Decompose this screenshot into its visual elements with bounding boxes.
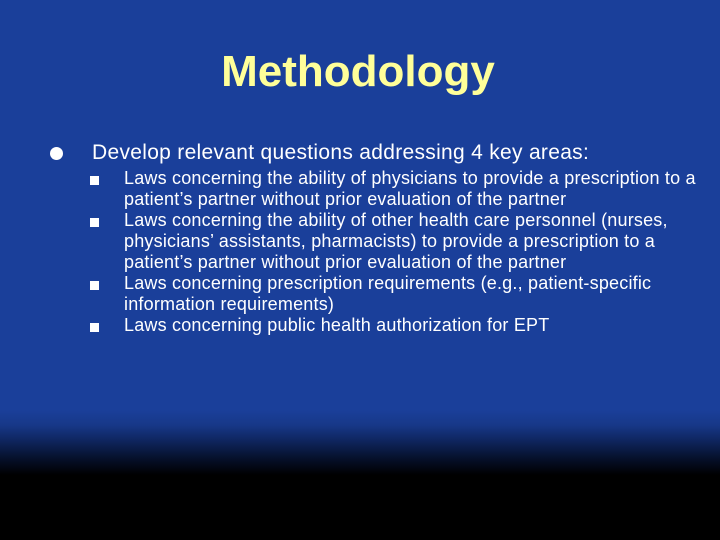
sub-point-text: Laws concerning the ability of physicians to provide a prescription to a patient’s partner without prior evaluation of the partner: [124, 168, 696, 209]
square-bullet-icon: [90, 218, 99, 227]
sub-point-text: Laws concerning the ability of other health care personnel (nurses, physicians’ assistants, pharmacists) to provide a prescription to a patient’s partner without prior evaluation of the partner: [124, 210, 668, 272]
sub-point-text: Laws concerning prescription requirements (e.g., patient-specific information requirements): [124, 273, 652, 314]
sub-point-text: Laws concerning public health authorization for EPT: [124, 315, 550, 335]
square-bullet-icon: [90, 323, 99, 332]
list-item: [88, 168, 708, 210]
list-item: [88, 315, 708, 336]
square-bullet-icon: [90, 281, 99, 290]
square-bullet-icon: [90, 176, 99, 185]
list-item: [88, 210, 708, 273]
list-item: [88, 273, 708, 315]
slide-title: Methodology: [221, 47, 495, 96]
main-point-text: Develop relevant questions addressing 4 key areas:: [92, 141, 590, 164]
sub-point-list: [88, 168, 708, 336]
round-bullet-icon: [50, 147, 63, 160]
